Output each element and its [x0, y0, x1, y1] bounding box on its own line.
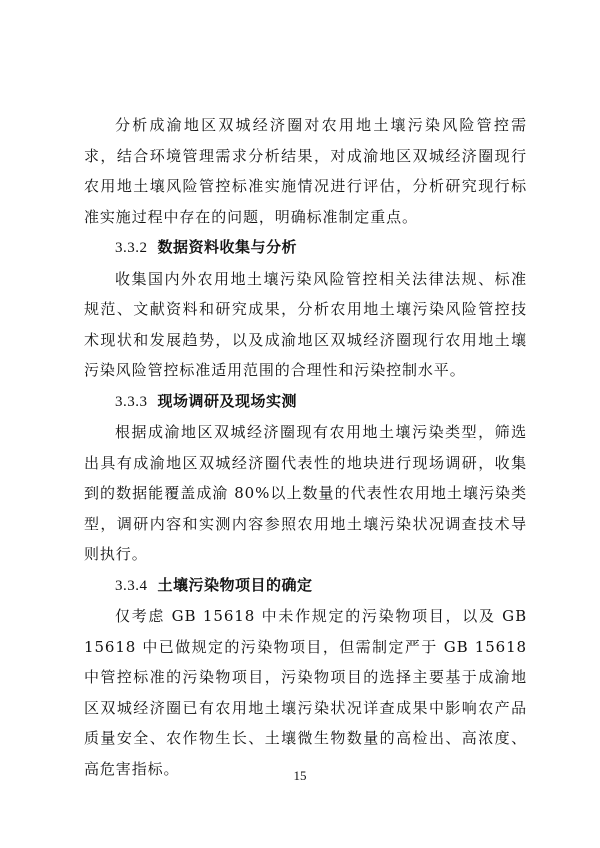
- intro-paragraph: 分析成渝地区双城经济圈对农用地土壤污染风险管控需求，结合环境管理需求分析结果，对成渝地区双城经济圈现行农用地土壤风险管控标准实施情况进行评估，分析研究现行标准实施过程中存在的问题，明确标准制定重点。: [84, 116, 527, 226]
- section-heading: [84, 570, 527, 602]
- section-title: 现场调研及现场实测: [157, 391, 298, 410]
- section-title: 土壤污染物项目的确定: [157, 575, 313, 594]
- section-number: 3.3.4: [115, 577, 148, 594]
- section-body: 仅考虑 GB 15618 中未作规定的污染物项目，以及 GB 15618 中已做规定的污染物项目，但需制定严于 GB 15618 中管控标准的污染物项目，污染物项目的选择主要基于成渝地区双城经济圈已有农用地土壤污染状况详查成果中影响农产品质量安全、农作物生长、土壤微生物数量的高检出、高浓度、高危害指标。: [84, 607, 527, 778]
- section-3-3-3: [84, 386, 527, 570]
- document-body: [84, 110, 527, 784]
- section-body: 根据成渝地区双城经济圈现有农用地土壤污染类型，筛选出具有成渝地区双城经济圈代表性的地块进行现场调研，收集到的数据能覆盖成渝 80%以上数量的代表性农用地土壤污染类型，调研内容和实测内容参照农用地土壤污染状况调查技术导则执行。: [84, 423, 527, 563]
- section-body: 收集国内外农用地土壤污染风险管控相关法律法规、标准规范、文献资料和研究成果，分析农用地土壤污染风险管控技术现状和发展趋势，以及成渝地区双城经济圈现行农用地土壤污染风险管控标准适用范围的合理性和污染控制水平。: [84, 269, 527, 379]
- section-heading: [84, 386, 527, 418]
- section-number: 3.3.3: [115, 393, 148, 410]
- section-title: 数据资料收集与分析: [157, 238, 298, 256]
- section-3-3-2: [84, 232, 527, 386]
- section-heading: [84, 232, 527, 264]
- section-number: 3.3.2: [115, 240, 148, 256]
- section-3-3-4: [84, 570, 527, 785]
- page-number: 15: [293, 768, 307, 783]
